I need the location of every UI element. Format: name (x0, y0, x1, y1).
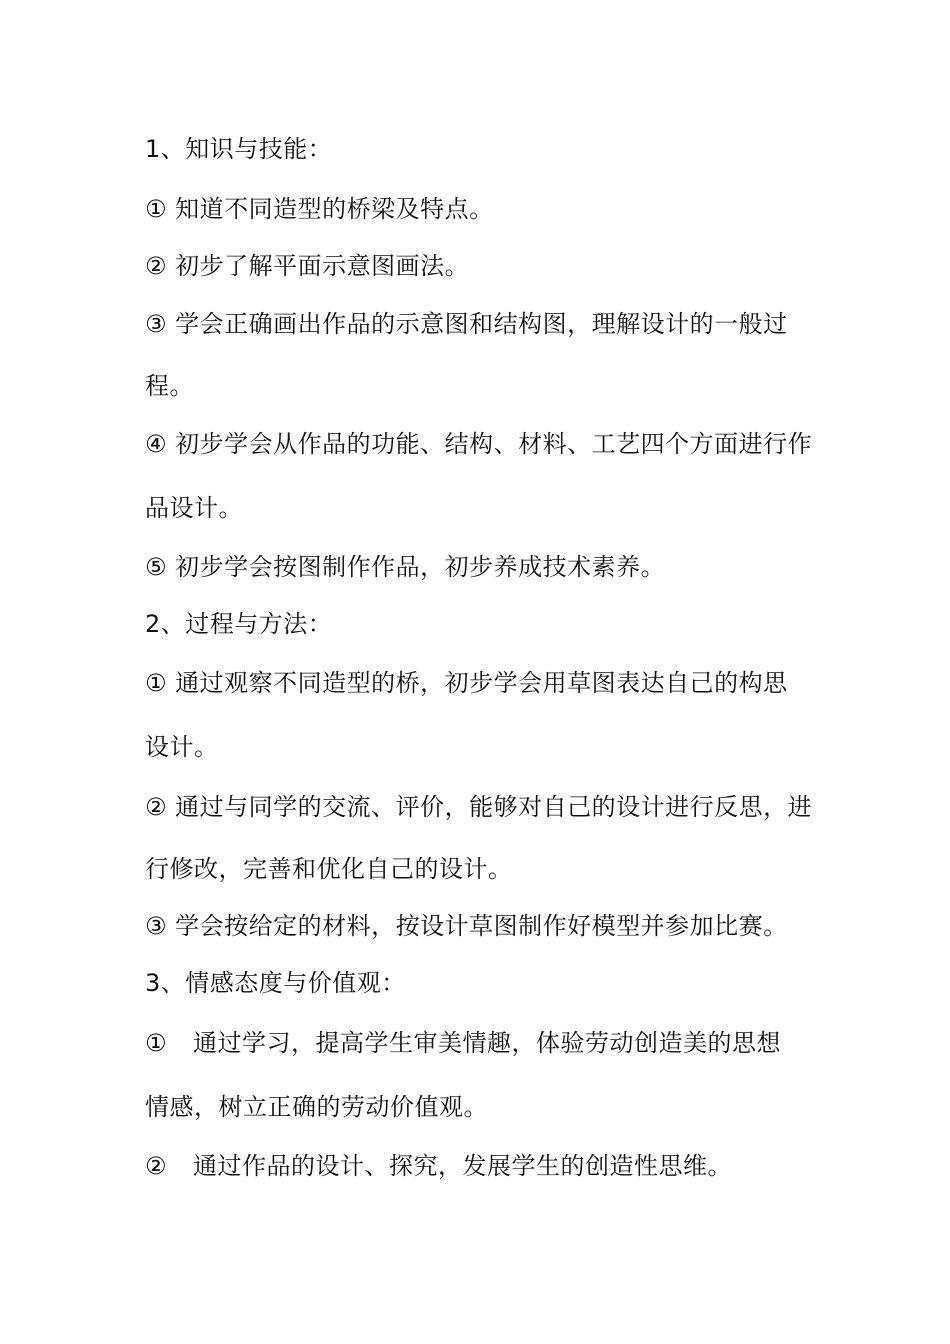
list-item: ① 通过观察不同造型的桥，初步学会用草图表达自己的构思 (145, 669, 788, 697)
list-item-continuation: 行修改，完善和优化自己的设计。 (145, 855, 513, 883)
list-item: ① 知道不同造型的桥梁及特点。 (145, 195, 494, 223)
list-item-text: 通过作品的设计、探究，发展学生的创造性思维。 (193, 1152, 733, 1180)
list-item-text: 通过学习，提高学生审美情趣，体验劳动创造美的思想 (193, 1029, 782, 1057)
section-heading: 1、知识与技能： (145, 135, 333, 163)
list-marker: ① (145, 1029, 168, 1057)
list-item (145, 1027, 781, 1059)
list-item: ⑤ 初步学会按图制作作品，初步养成技术素养。 (145, 553, 666, 581)
section-heading: 3、情感态度与价值观： (145, 969, 406, 997)
list-item (145, 1150, 732, 1182)
list-item: ③ 学会正确画出作品的示意图和结构图，理解设计的一般过 (145, 310, 788, 338)
section-heading: 2、过程与方法： (145, 610, 333, 638)
list-item-continuation: 设计。 (145, 733, 219, 761)
list-item-continuation: 情感，树立正确的劳动价值观。 (145, 1093, 488, 1121)
list-item: ② 初步了解平面示意图画法。 (145, 252, 470, 280)
list-item-continuation: 品设计。 (145, 494, 243, 522)
list-item-continuation: 程。 (145, 372, 194, 400)
list-marker: ② (145, 1152, 168, 1180)
list-item: ② 通过与同学的交流、评价，能够对自己的设计进行反思，进 (145, 793, 813, 821)
list-item: ③ 学会按给定的材料，按设计草图制作好模型并参加比赛。 (145, 912, 788, 940)
list-item: ④ 初步学会从作品的功能、结构、材料、工艺四个方面进行作 (145, 430, 813, 458)
